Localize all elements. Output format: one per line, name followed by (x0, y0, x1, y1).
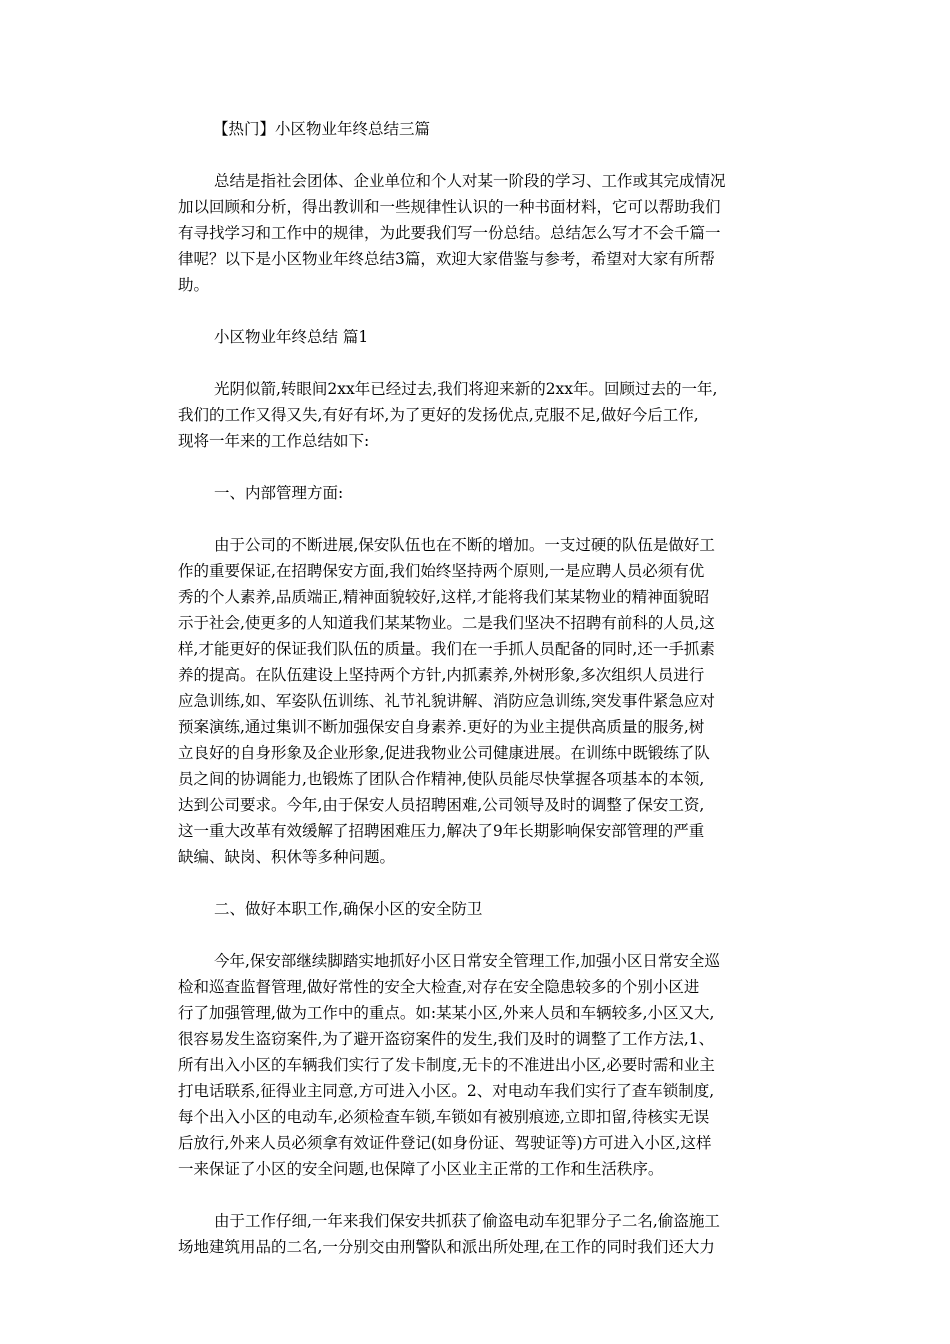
paragraph-line: 样,才能更好的保证我们队伍的质量。我们在一手抓人员配备的同时,还一手抓素 (178, 640, 715, 658)
paragraph-line: 打电话联系,征得业主同意,方可进入小区。2、对电动车我们实行了查车锁制度, (178, 1082, 715, 1100)
paragraph-line: 由于公司的不断进展,保安队伍也在不断的增加。一支过硬的队伍是做好工 (214, 536, 715, 554)
paragraph-line: 立良好的自身形象及企业形象,促进我物业公司健康进展。在训练中既锻练了队 (178, 744, 710, 762)
paragraph-2 (178, 532, 778, 870)
document-title: 【热门】小区物业年终总结三篇 (213, 120, 431, 138)
spacer (178, 1182, 778, 1208)
paragraph-line: 后放行,外来人员必须拿有效证件登记(如身份证、驾驶证等)方可进入小区,这样 (178, 1134, 712, 1152)
subheading-security-duty: 二、做好本职工作,确保小区的安全防卫 (214, 900, 483, 918)
paragraph-line: 现将一年来的工作总结如下: (178, 432, 370, 450)
paragraph-line: 预案演练,通过集训不断加强保安自身素养.更好的为业主提供高质量的服务,树 (178, 718, 705, 736)
paragraph-line: 今年,保安部继续脚踏实地抓好小区日常安全管理工作,加强小区日常安全巡 (214, 952, 720, 970)
paragraph-line: 作的重要保证,在招聘保安方面,我们始终坚持两个原则,一是应聘人员必须有优 (178, 562, 705, 580)
paragraph-line: 检和巡查监督管理,做好常性的安全大检查,对存在安全隐患较多的个别小区进 (178, 978, 700, 996)
paragraph-line: 达到公司要求。今年,由于保安人员招聘困难,公司领导及时的调整了保安工资, (178, 796, 705, 814)
paragraph-line: 所有出入小区的车辆我们实行了发卡制度,无卡的不准进出小区,必要时需和业主 (178, 1056, 715, 1074)
paragraph-line: 员之间的协调能力,也锻炼了团队合作精神,使队员能尽快掌握各项基本的本领, (178, 770, 705, 788)
paragraph-1 (178, 376, 778, 454)
paragraph-line: 应急训练,如、军姿队伍训练、礼节礼貌讲解、消防应急训练,突发事件紧急应对 (178, 692, 715, 710)
paragraph-line: 示于社会,使更多的人知道我们某某物业。二是我们坚决不招聘有前科的人员,这 (178, 614, 715, 632)
paragraph-line: 行了加强管理,做为工作中的重点。如:某某小区,外来人员和车辆较多,小区又大, (178, 1004, 715, 1022)
paragraph-line: 缺编、缺岗、积休等多种问题。 (178, 848, 396, 866)
intro-line: 助。 (178, 276, 210, 294)
intro-line: 总结是指社会团体、企业单位和个人对某一阶段的学习、工作或其完成情况 (214, 172, 726, 190)
paragraph-3 (178, 948, 778, 1182)
spacer (178, 454, 778, 480)
paragraph-line: 一来保证了小区的安全问题,也保障了小区业主正常的工作和生活秩序。 (178, 1160, 664, 1178)
spacer (178, 506, 778, 532)
paragraph-line: 养的提高。在队伍建设上坚持两个方针,内抓素养,外树形象,多次组织人员进行 (178, 666, 705, 684)
subheading-internal-management: 一、内部管理方面: (214, 484, 344, 502)
intro-paragraph (178, 168, 778, 298)
paragraph-line: 场地建筑用品的二名,一分别交由刑警队和派出所处理,在工作的同时我们还大力 (178, 1238, 715, 1256)
spacer (178, 922, 778, 948)
spacer (178, 142, 778, 168)
paragraph-line: 很容易发生盗窃案件,为了避开盗窃案件的发生,我们及时的调整了工作方法,1、 (178, 1030, 715, 1048)
paragraph-line: 秀的个人素养,品质端正,精神面貌较好,这样,才能将我们某某物业的精神面貌昭 (178, 588, 710, 606)
section-title: 小区物业年终总结 篇1 (214, 328, 369, 346)
paragraph-line: 每个出入小区的电动车,必须检查车锁,车锁如有被别痕迹,立即扣留,待核实无误 (178, 1108, 710, 1126)
paragraph-line: 我们的工作又得又失,有好有坏,为了更好的发扬优点,克服不足,做好今后工作, (178, 406, 699, 424)
intro-line: 律呢？以下是小区物业年终总结3篇，欢迎大家借鉴与参考，希望对大家有所帮 (178, 250, 715, 268)
spacer (178, 870, 778, 896)
spacer (178, 298, 778, 324)
intro-line: 加以回顾和分析，得出教训和一些规律性认识的一种书面材料，它可以帮助我们 (178, 198, 721, 216)
paragraph-line: 这一重大改革有效缓解了招聘困难压力,解决了9年长期影响保安部管理的严重 (178, 822, 705, 840)
paragraph-line: 光阴似箭,转眼间2xx年已经过去,我们将迎来新的2xx年。回顾过去的一年, (214, 380, 718, 398)
paragraph-4 (178, 1208, 778, 1260)
spacer (178, 350, 778, 376)
intro-line: 有寻找学习和工作中的规律，为此要我们写一份总结。总结怎么写才不会千篇一 (178, 224, 721, 242)
paragraph-line: 由于工作仔细,一年来我们保安共抓获了偷盗电动车犯罪分子二名,偷盗施工 (214, 1212, 720, 1230)
document-body (178, 116, 778, 1260)
